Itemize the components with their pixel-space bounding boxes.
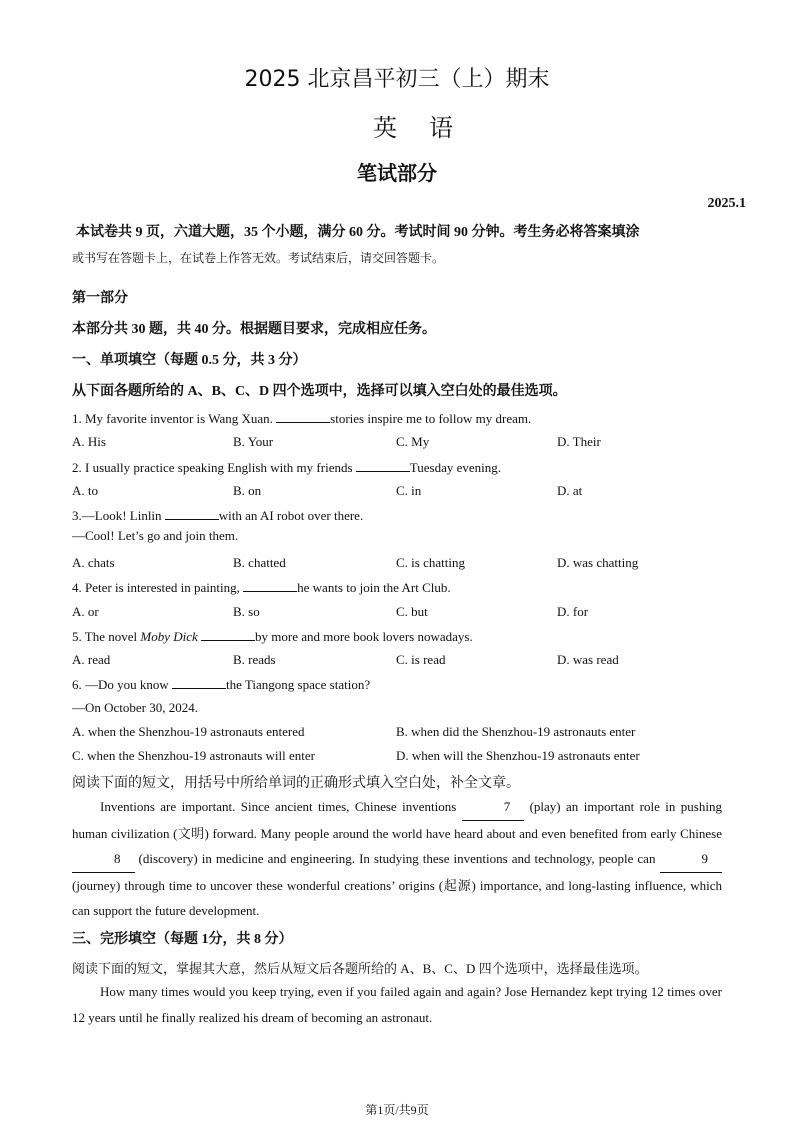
answer-blank xyxy=(356,459,410,472)
q2-option-b: B. on xyxy=(233,483,262,498)
q3-option-a: A. chats xyxy=(72,555,115,570)
instructions-line-1: 本试卷共 9 页，六道大题，35 个小题，满分 60 分。考试时间 90 分钟。考生务必将答案填涂 xyxy=(76,225,640,240)
blank-9: 9 xyxy=(660,846,723,873)
q3-option-c: C. is chatting xyxy=(396,555,465,570)
section2-instructions: 阅读下面的短文，用括号中所给单词的正确形式填入空白处，补全文章。 xyxy=(72,776,520,791)
q2-option-a: A. to xyxy=(72,483,98,498)
question-3: 3.—Look! Linlin with an AI robot over there. xyxy=(72,508,364,523)
q3-option-b: B. chatted xyxy=(233,555,286,570)
part-title: 笔试部分 xyxy=(357,163,437,185)
q5-option-a: A. read xyxy=(72,652,111,667)
question-1: 1. My favorite inventor is Wang Xuan. stories inspire me to follow my dream. xyxy=(72,411,532,426)
question-6: 6. —Do you know the Tiangong space station? xyxy=(72,677,371,692)
question-3-reply: —Cool! Let’s go and join them. xyxy=(72,528,239,543)
q4-option-b: B. so xyxy=(233,604,260,619)
answer-blank xyxy=(165,507,219,520)
question-5: 5. The novel Moby Dick by more and more book lovers nowadays. xyxy=(72,629,473,644)
section2-passage: Inventions are important. Since ancient times, Chinese inventions 7 (play) an important role in pushing human civilization (文明) forward. Many people around the world have heard about and even benefited from early Chinese 8 (discovery) in medicine and engineering. In studying these inventions and technology, people can 9 (journey) through time to uncover these wonderful creations’ origins (起源) importance, and long-lasting influence, which can support the future development. xyxy=(72,794,722,924)
part1-label: 第一部分 xyxy=(72,291,128,306)
novel-title: Moby Dick xyxy=(140,629,198,644)
q5-option-b: B. reads xyxy=(233,652,276,667)
subject-title: 英语 xyxy=(373,116,485,142)
q6-option-b: B. when did the Shenzhou-19 astronauts enter xyxy=(396,724,636,739)
q3-option-d: D. was chatting xyxy=(557,555,639,570)
instructions-line-2: 或书写在答题卡上，在试卷上作答无效。考试结束后，请交回答题卡。 xyxy=(72,251,445,265)
section3-passage: How many times would you keep trying, even if you failed again and again? Jose Hernandez kept trying 12 times over 12 years until he finally realized his dream of becoming an astronaut. xyxy=(72,984,722,1025)
blank-8: 8 xyxy=(72,846,135,873)
q6-option-c: C. when the Shenzhou-19 astronauts will enter xyxy=(72,748,315,763)
q6-option-a: A. when the Shenzhou-19 astronauts entered xyxy=(72,724,305,739)
q1-option-b: B. Your xyxy=(233,434,274,449)
q5-option-d: D. was read xyxy=(557,652,619,667)
question-4: 4. Peter is interested in painting, he wants to join the Art Club. xyxy=(72,580,451,595)
q5-option-c: C. is read xyxy=(396,652,446,667)
q4-option-a: A. or xyxy=(72,604,99,619)
answer-blank xyxy=(276,410,330,423)
exam-title: 2025 北京昌平初三（上）期末 xyxy=(244,67,550,92)
part1-desc: 本部分共 30 题，共 40 分。根据题目要求，完成相应任务。 xyxy=(72,322,436,337)
blank-7: 7 xyxy=(462,794,525,821)
section3-instructions: 阅读下面的短文，掌握其大意，然后从短文后各题所给的 A、B、C、D 四个选项中，选择最佳选项。 xyxy=(72,961,648,976)
q4-option-d: D. for xyxy=(557,604,589,619)
exam-date: 2025.1 xyxy=(707,196,746,211)
q1-option-a: A. His xyxy=(72,434,106,449)
answer-blank xyxy=(243,579,297,592)
q2-option-d: D. at xyxy=(557,483,583,498)
answer-blank xyxy=(172,676,226,689)
section1-instructions: 从下面各题所给的 A、B、C、D 四个选项中，选择可以填入空白处的最佳选项。 xyxy=(72,384,567,399)
page-number: 第1页/共9页 xyxy=(365,1103,429,1117)
question-2: 2. I usually practice speaking English with my friends Tuesday evening. xyxy=(72,460,502,475)
section3-title: 三、完形填空（每题 1分，共 8 分） xyxy=(72,932,293,947)
answer-blank xyxy=(201,628,255,641)
section1-title: 一、单项填空（每题 0.5 分，共 3 分） xyxy=(72,353,307,368)
q4-option-c: C. but xyxy=(396,604,428,619)
q2-option-c: C. in xyxy=(396,483,422,498)
q6-option-d: D. when will the Shenzhou-19 astronauts enter xyxy=(396,748,640,763)
q1-option-d: D. Their xyxy=(557,434,601,449)
question-6-reply: —On October 30, 2024. xyxy=(72,700,199,715)
q1-option-c: C. My xyxy=(396,434,430,449)
